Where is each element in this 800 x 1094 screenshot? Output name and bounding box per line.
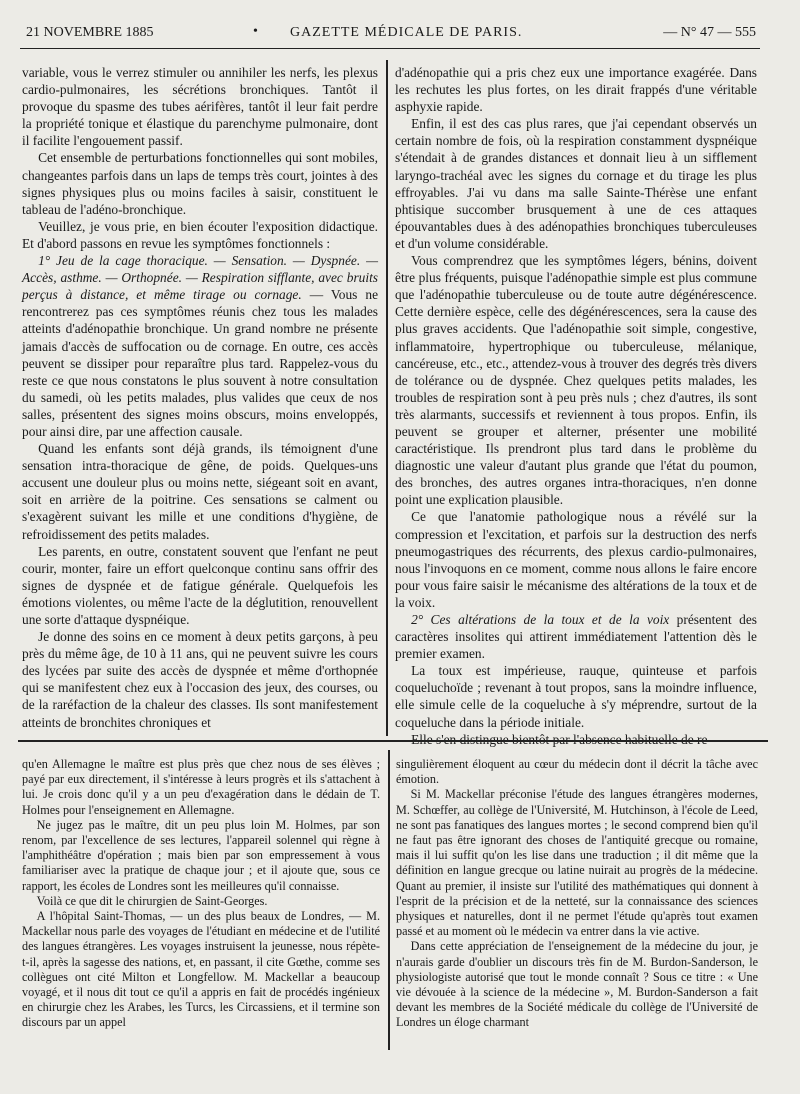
paragraph: qu'en Allemagne le maître est plus près que chez nous de ses élèves ; payé par eux directement, il s'intéresse à leurs progrès et ils s'attachent à lui. Je crois donc qu'il y a un peu d'exagération dans le dédain de T. Holmes pour l'enseignement en Allemagne.: [22, 757, 380, 817]
header-date: 21 NOVEMBRE 1885: [26, 25, 154, 40]
paragraph: Si M. Mackellar préconise l'étude des langues étrangères modernes, M. Schœffer, au collège de l'Université, M. Hutchinson, à l'école de Leed, ne sont pas fanatiques des langues mortes ; le second comprend bien qu'il ne faut pas être ignorant des choses de l'antiquité grecque ou romaine, mais il lui suffit qu'on les lise dans une traduction ; il dit même que la définition en langue grecque ou latine nuirait au progrès de la médecine. Quant au premier, il insiste sur l'utilité des mathématiques qui donnent à l'esprit de la précision et de la netteté, sur la connaissance des sciences physiques et naturelles, dont il ne permet l'étude qu'après tout examen passé et au moment où le médecin va entrer dans la vie active.: [396, 787, 758, 939]
paragraph: Ce que l'anatomie pathologique nous a révélé sur la compression et l'excitation, et parfois sur la destruction des nerfs pneumogastriques des récurrents, des plexus cardio-pulmonaires, nous l'invoquons en ce moment, comme nous allons le faire encore pour vous faire saisir le mécanisme des altérations de la toux et de la voix.: [395, 509, 757, 610]
column-divider: [386, 60, 388, 736]
paragraph: [395, 611, 757, 662]
paragraph: La toux est impérieuse, rauque, quinteuse et parfois coqueluchoïde ; revenant à tout propos, sans la moindre influence, elle simule celle de la coqueluche à s'y méprendre, surtout de la coqueluche dans la période initiale.: [395, 663, 757, 730]
paragraph: Les parents, en outre, constatent souvent que l'enfant ne peut courir, monter, faire un effort quelconque continu sans offrir des signes de dyspnée et de fatigue générale. Quelquefois les émotions violentes, ou même l'acte de la déglutition, renouvellent une sorte d'attaque dyspnéique.: [22, 543, 378, 627]
paragraph: A l'hôpital Saint-Thomas, — un des plus beaux de Londres, — M. Mackellar nous parle des voyages de l'étudiant en médecine et de l'utilité des langues étrangères. Les voyages instruisent la jeunesse, nous répète-t-il, après la sagesse des nations, et, en passant, il cite Gœthe, comme ses collègues ont cité Milton et Longfellow. M. Mackellar a beaucoup voyagé, et il nous dit tout ce qu'il a appris en fait de procédés ingénieux en chirurgie chez les Arabes, les Turcs, les Circassiens, et il termine son discours par un appel: [22, 909, 380, 1030]
paragraph: Ne jugez pas le maître, dit un peu plus loin M. Holmes, par son renom, par l'excellence de ses lectures, l'appareil solennel qui règne à l'amphithéâtre d'opération ; mais bien par son empressement à vous familiariser avec la pratique de chaque jour ; et il ajoute que, sous ce rapport, les écoles de Londres sont les meilleures qu'il connaisse.: [22, 817, 380, 893]
paragraph: d'adénopathie qui a pris chez eux une importance exagérée. Dans les rechutes les plus fortes, on les dirait frappés d'une véritable asphyxie rapide.: [395, 65, 757, 115]
section-heading-italic: 2° Ces altérations de la toux et de la voix: [411, 612, 670, 627]
paragraph: Enfin, il est des cas plus rares, que j'ai cependant observés un certain nombre de fois, où la respiration constamment dyspnéique s'étendait à de grandes distances et donnait lieu à un sifflement laryngo-trachéal avec les signes du cornage et du tirage les plus effroyables. J'ai vu dans ma salle Sainte-Thérèse une enfant phtisique succomber brusquement à une de ces attaques épouvantables dues à des adénopathies bronchiques tuberculeuses et d'un volume considérable.: [395, 116, 757, 251]
paragraph: Quand les enfants sont déjà grands, ils témoignent d'une sensation intra-thoracique de gêne, de poids. Quelques-uns accusent une douleur plus ou moins nette, siégeant soit en avant, soit en arrière de la poitrine. Ces sensations se calment ou s'exagèrent suivant les mille et une conditions d'hygiène, de refroidissement des petits malades.: [22, 441, 378, 542]
paragraph-text: présentent des caractères insolites qui attirent immédiatement l'attention dès le premier examen.: [395, 612, 757, 662]
lower-left-column: [22, 757, 380, 1031]
section-divider: [18, 740, 768, 742]
paragraph: Cet ensemble de perturbations fonctionnelles qui sont mobiles, changeantes parfois dans un laps de temps très court, jointes à des signes physiques plus ou moins faciles à saisir, constituent le tableau de l'adéno-bronchique.: [22, 150, 378, 217]
paragraph-text: — Vous ne rencontrerez pas ces symptômes réunis chez tous les malades atteints d'adénopathie bronchique. Un grand nombre ne présente jamais d'accès de suffocation ou de cornage. En outre, ces accès peuvent se dissiper pour reparaître plus tard. Rappelez-vous du reste ce que nous constatons le plus souvent à notre consultation du samedi, où les petits malades, plus valides que ceux de nos salles, présentent des signes moins obscurs, moins enveloppés, pour ainsi dire, par une affection causale.: [22, 287, 379, 439]
paragraph: singulièrement éloquent au cœur du médecin dont il décrit la tâche avec émotion.: [396, 757, 758, 787]
header-bullet: •: [253, 24, 258, 39]
paragraph: Veuillez, je vous prie, en bien écouter l'exposition didactique. Et d'abord passons en revue les symptômes fonctionnels :: [22, 218, 378, 251]
paragraph: [22, 252, 378, 440]
upper-right-column: [395, 64, 757, 748]
lower-right-column: [396, 757, 758, 1031]
paragraph: Dans cette appréciation de l'enseignement de la médecine du jour, je n'aurais garde d'oublier un discours très fin de M. Burdon-Sanderson, le physiologiste autorisé que tout le monde connaît ? Sous ce titre : « Une vie dévouée à la science de la médecine », M. Burdon-Sanderson a fait devant les membres de la Société médicale du collège de l'Université de Londres un éloge charmant: [396, 939, 758, 1030]
paragraph: variable, vous le verrez stimuler ou annihiler les nerfs, les plexus cardio-pulmonaires, les sécrétions bronchiques. Tantôt il provoque du spasme des tubes aérifères, tantôt il leur fait perdre la propriété tonique et élastique du parenchyme pulmonaire, dont il facilite l'engouement passif.: [22, 65, 378, 149]
section-heading-italic: 1° Jeu de la cage thoracique. — Sensation. — Dyspnée. — Accès, asthme. — Orthopnée. — Respiration sifflante, avec bruits perçus à distance, et même tirage ou cornage.: [22, 253, 378, 303]
column-divider: [388, 750, 390, 1050]
paragraph: Voilà ce que dit le chirurgien de Saint-Georges.: [36, 893, 268, 908]
page-header: [20, 22, 760, 49]
header-page-number: — N° 47 — 555: [663, 25, 756, 40]
upper-left-column: [22, 64, 378, 731]
paragraph: Je donne des soins en ce moment à deux petits garçons, à peu près du même âge, de 10 à 11 ans, qui ne peuvent suivre les cours des lycées par suite des accès de dyspnée et même d'orthopnée qui se manifestent chez eux à l'occasion des jeux, des courses, ou de la raréfaction de la chaleur des classes. Ils sont manifestement atteints de bronchites chroniques et: [22, 629, 378, 730]
paragraph: Vous comprendrez que les symptômes légers, bénins, doivent être plus fréquents, puisque l'adénopathie simple est plus commune que l'adénopathie tuberculeuse ou de toute autre dégénérescence. Cette dernière espèce, celle des dégénérescences, sera la cause des plus graves accidents. Que l'adénopathie soit simple, congestive, inflammatoire, hypertrophique ou tuberculeuse, mélanique, cancéreuse, etc., etc., attendez-vous à trouver des degrés très divers de tolérance ou de dyspnée. Chez quelques petits malades, les troubles de respiration sont à peu près nuls ; chez d'autres, ils sont très alarmants, successifs et reviennent à tous propos. Enfin, ils peuvent se grouper et alterner, présenter une mobilité caractéristique. Ils prendront plus tard dans le problème du diagnostic une valeur d'autant plus grande que l'état du poumon, des bronches, des autres organes intra-thoraciques, n'en donne point une explication plausible.: [395, 253, 757, 508]
header-title: GAZETTE MÉDICALE DE PARIS.: [290, 25, 523, 40]
